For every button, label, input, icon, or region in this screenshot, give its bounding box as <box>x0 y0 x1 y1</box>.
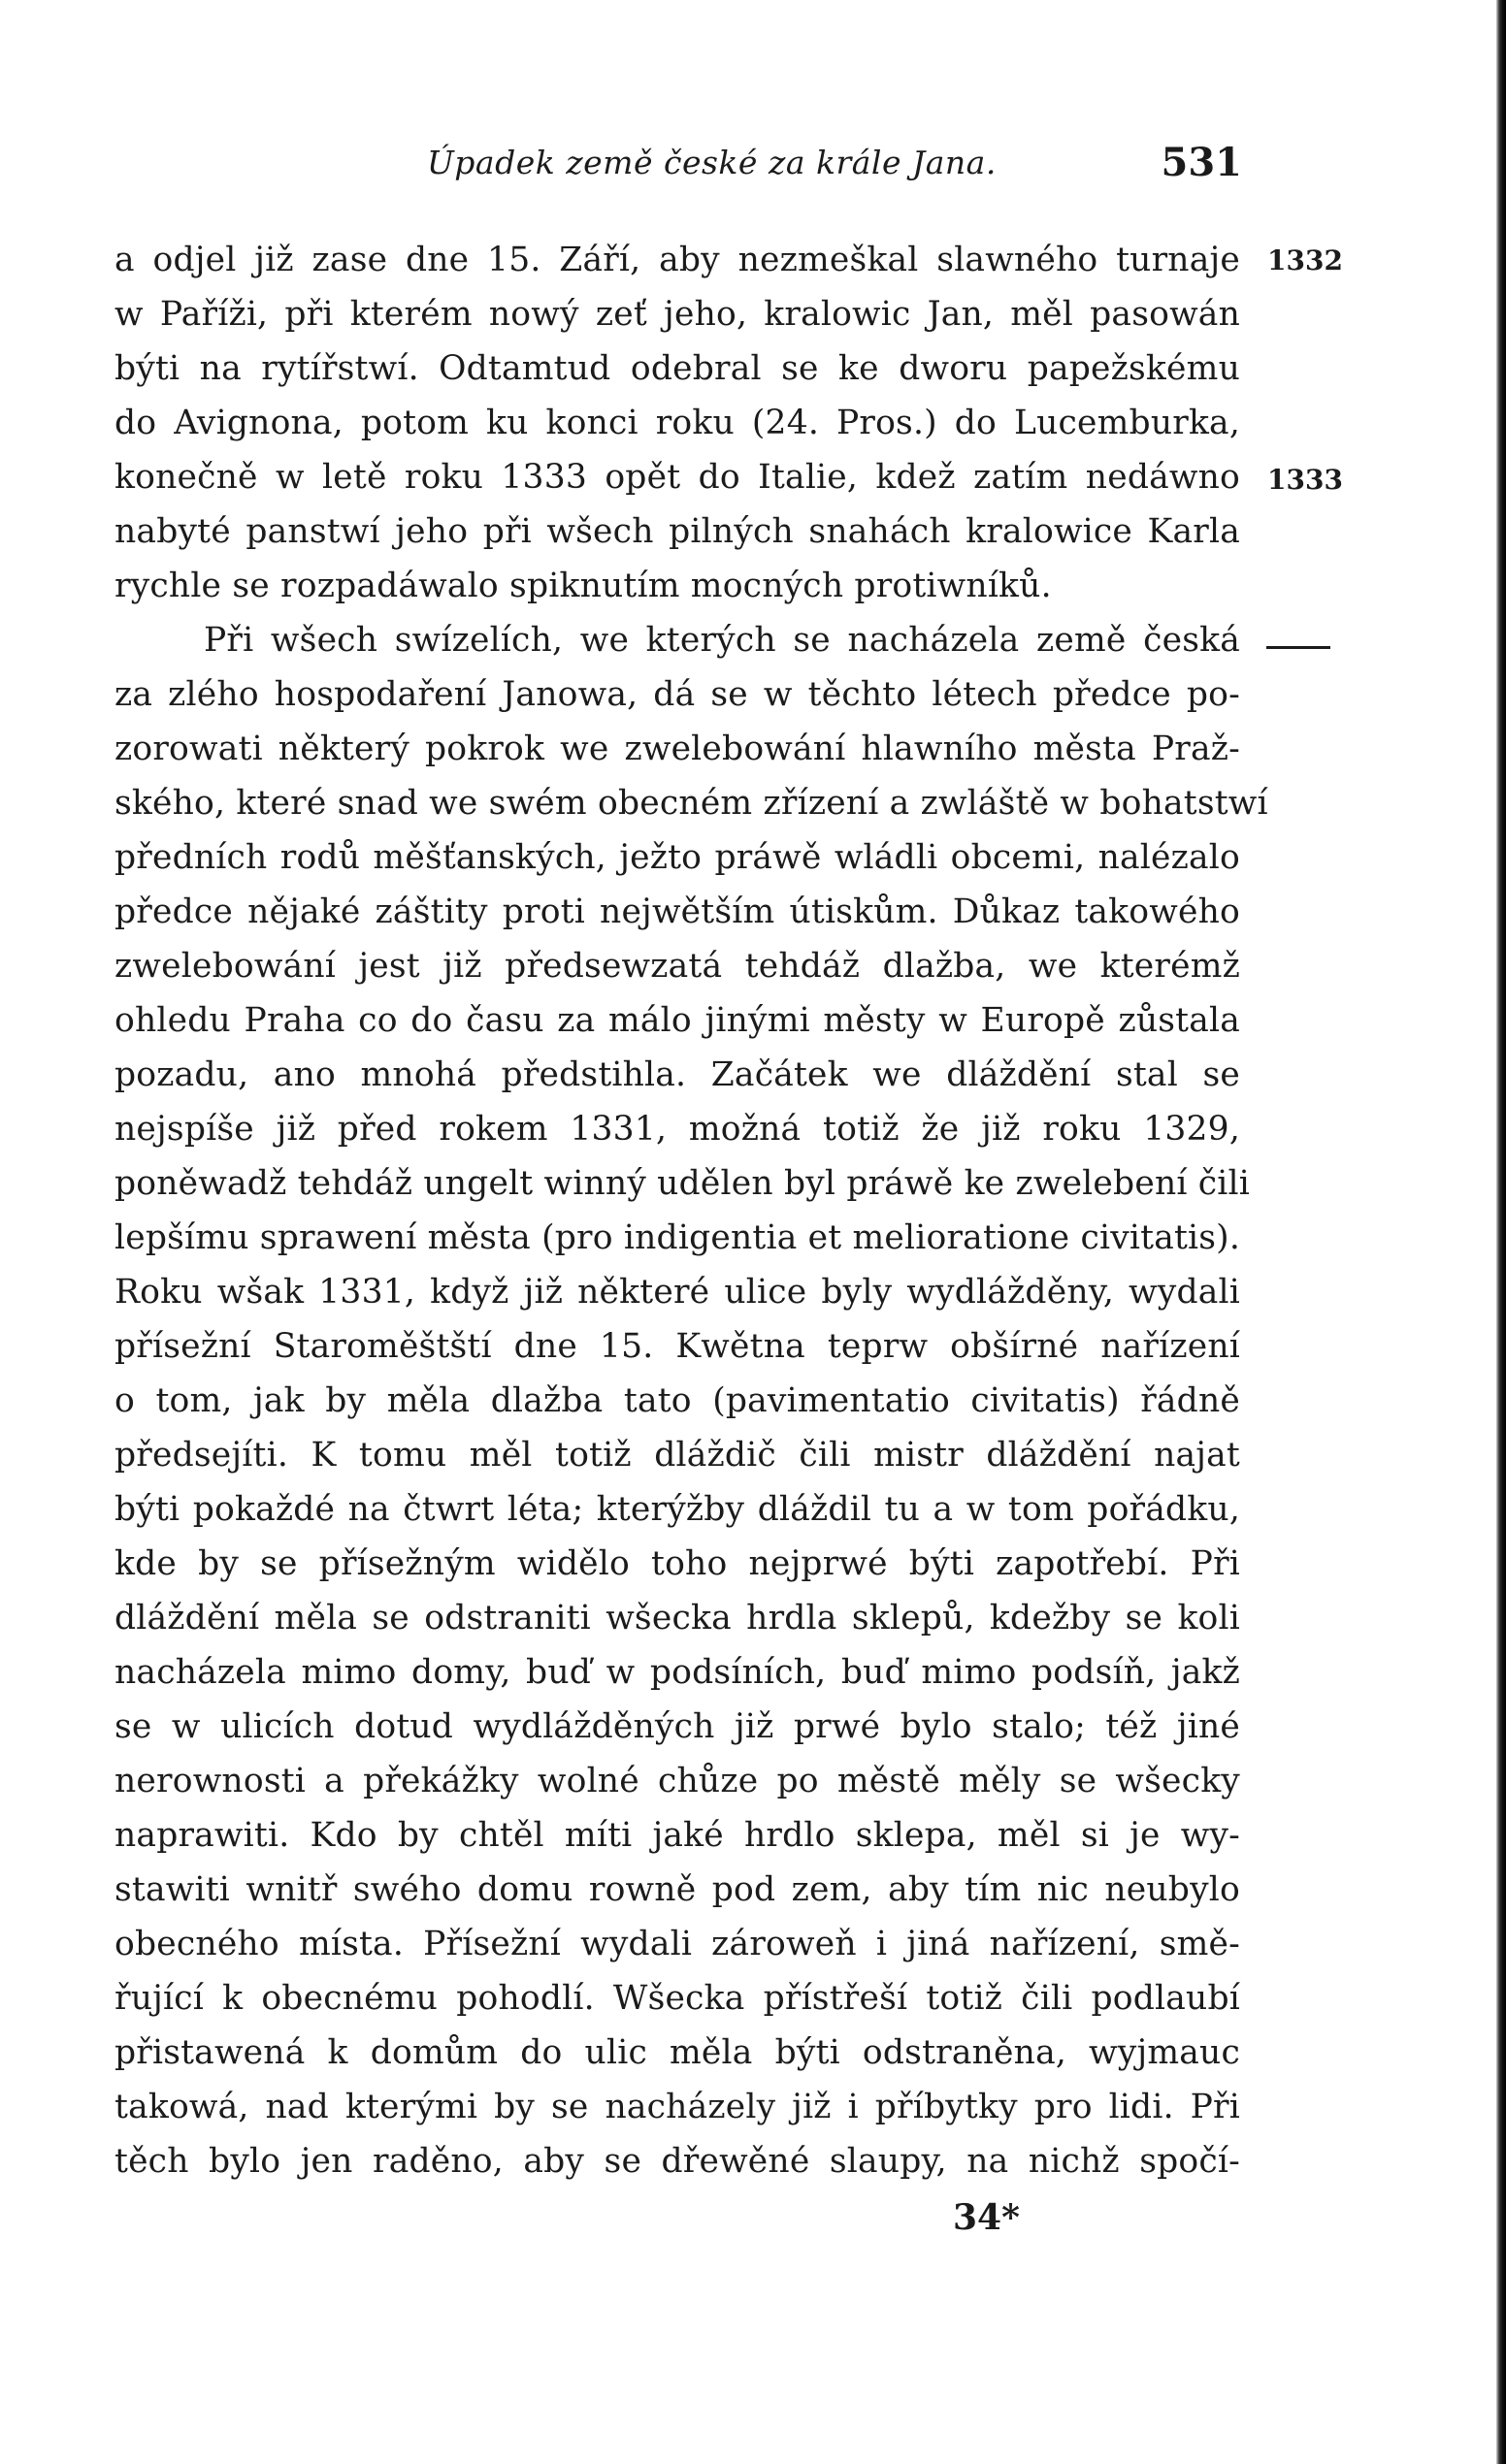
text-line: nerownosti a překážky wolné chůze po městě měly se wšecky <box>115 1762 1240 1800</box>
text-line: poněwadž tehdáž ungelt winný udělen byl práwě ke zwelebení čili <box>115 1164 1250 1203</box>
text-line: a odjel již zase dne 15. Září, aby nezmeškal slawného turnaje <box>115 241 1240 279</box>
text-line: Roku wšak 1331, když již některé ulice byly wydlážděny, wydali <box>115 1273 1240 1312</box>
text-line: o tom, jak by měla dlažba tato (pavimentatio civitatis) řádně <box>115 1381 1240 1420</box>
text-line: těch bylo jen raděno, aby se dřewěné slaupy, na nichž spočí- <box>115 2142 1240 2181</box>
text-line: nabyté panstwí jeho při wšech pilných snahách kralowice Karla <box>115 512 1240 551</box>
text-line: dláždění měla se odstraniti wšecka hrdla sklepů, kdežby se koli <box>115 1599 1240 1637</box>
text-line: rychle se rozpadáwalo spiknutím mocných protiwníků. <box>115 567 1052 605</box>
text-line: nejspíše již před rokem 1331, možná totiž že již roku 1329, <box>115 1110 1240 1149</box>
text-line: kde by se přísežným widělo toho nejprwé býti zapotřebí. Při <box>115 1544 1240 1583</box>
text-line: w Paříži, při kterém nowý zeť jeho, kralowic Jan, měl pasowán <box>115 295 1240 334</box>
text-line: býti na rytířstwí. Odtamtud odebral se ke dworu papežskému <box>115 349 1240 388</box>
text-line: ského, které snad we swém obecném zřízení a zwláště w bohatstwí <box>115 784 1268 823</box>
text-line: naprawiti. Kdo by chtěl míti jaké hrdlo sklepa, měl si je wy- <box>115 1816 1240 1855</box>
margin-year-note: 1332 <box>1267 244 1343 276</box>
text-line: konečně w letě roku 1333 opět do Italie, kdež zatím nedáwno <box>115 458 1240 497</box>
text-line: přistawená k domům do ulic měla býti odstraněna, wyjmauc <box>115 2033 1240 2072</box>
running-title: Úpadek země české za krále Jana. <box>427 144 997 181</box>
text-line: řující k obecnému pohodlí. Wšecka přístřeší totiž čili podlaubí <box>115 1979 1240 2018</box>
text-line: býti pokaždé na čtwrt léta; kterýžby dláždil tu a w tom pořádku, <box>115 1490 1240 1529</box>
text-line: zwelebowání jest již předsewzatá tehdáž dlažba, we kterémž <box>115 947 1240 986</box>
text-line: stawiti wnitř swého domu rowně pod zem, aby tím nic neubylo <box>115 1870 1240 1909</box>
page-edge-shadow <box>1496 0 1506 2464</box>
paragraph-start-line: Při wšech swízelích, we kterých se nacházela země česká <box>204 621 1240 660</box>
text-line: nacházela mimo domy, buď w podsíních, buď mimo podsíň, jakž <box>115 1653 1240 1692</box>
signature-mark: 34* <box>953 2197 1020 2238</box>
text-line: předních rodů měšťanských, ježto práwě wládli obcemi, nalézalo <box>115 838 1240 877</box>
text-line: předsejíti. K tomu měl totiž dláždič čili mistr dláždění najat <box>115 1436 1240 1475</box>
text-line: obecného místa. Přísežní wydali zároweň i jiná nařízení, smě- <box>115 1925 1240 1963</box>
text-line: do Avignona, potom ku konci roku (24. Pros.) do Lucemburka, <box>115 404 1240 442</box>
page-header <box>0 140 1261 192</box>
text-line: pozadu, ano mnohá předstihla. Začátek we dláždění stal se <box>115 1055 1240 1094</box>
page-number: 531 <box>1161 140 1242 185</box>
text-line: za zlého hospodaření Janowa, dá se w těchto létech předce po- <box>115 675 1240 714</box>
text-line: se w ulicích dotud wydlážděných již prwé bylo stalo; též jiné <box>115 1707 1240 1746</box>
text-line: takowá, nad kterými by se nacházely již i příbytky pro lidi. Při <box>115 2088 1240 2126</box>
text-line: ohledu Praha co do času za málo jinými městy w Europě zůstala <box>115 1001 1240 1040</box>
text-line: přísežní Staroměštští dne 15. Kwětna teprw obšírné nařízení <box>115 1327 1240 1366</box>
text-line: předce nějaké záštity proti nejwětším útiskům. Důkaz takowého <box>115 892 1240 931</box>
margin-year-note: 1333 <box>1267 464 1343 496</box>
body-text <box>115 233 1268 2188</box>
text-line: zorowati některý pokrok we zwelebowání hlawního města Praž- <box>115 729 1240 768</box>
text-line: lepšímu sprawení města (pro indigentia et melioratione civitatis). <box>115 1218 1240 1257</box>
margin-dash <box>1266 646 1330 649</box>
